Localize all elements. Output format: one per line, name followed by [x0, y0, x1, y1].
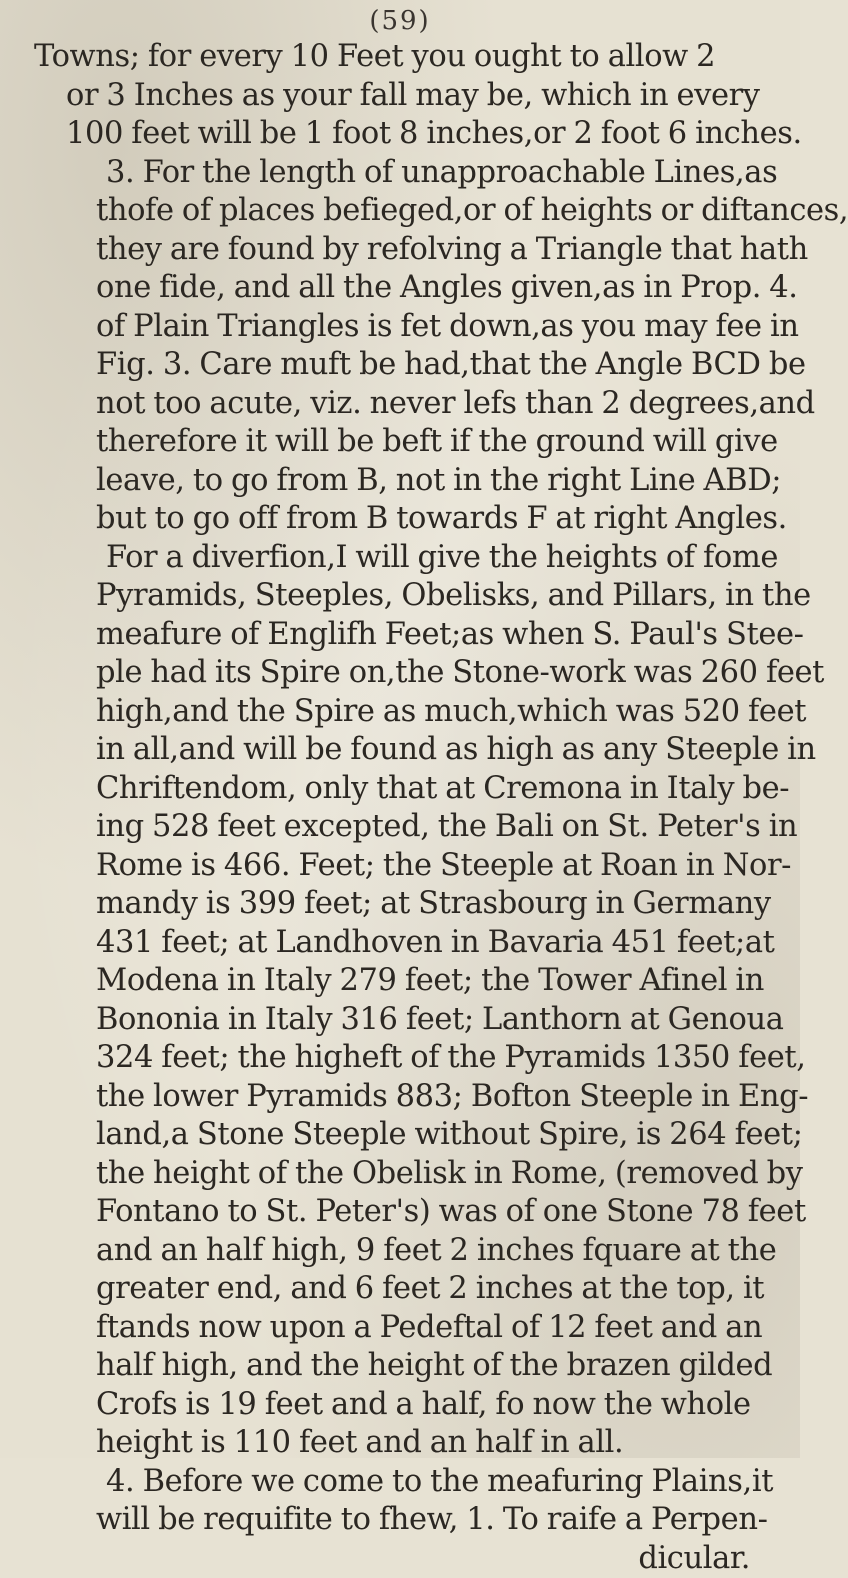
text-line: ple had its Spire on,the Stone-work was 260 feet — [34, 654, 774, 693]
text-line: or 3 Inches as your fall may be, which in every — [34, 77, 774, 116]
text-line: leave, to go from B, not in the right Line ABD; — [34, 462, 774, 501]
catchword: dicular. — [34, 1540, 774, 1578]
text-line: but to go off from B towards F at right Angles. — [34, 500, 774, 539]
text-line: in all,and will be found as high as any Steeple in — [34, 731, 774, 770]
text-line: greater end, and 6 feet 2 inches at the top, it — [34, 1270, 774, 1309]
text-line: thofe of places befieged,or of heights or diftances, — [34, 192, 774, 231]
text-line: 3. For the length of unapproachable Lines,as — [34, 154, 774, 193]
text-line: Rome is 466. Feet; the Steeple at Roan in Nor- — [34, 847, 774, 886]
text-line: mandy is 399 feet; at Strasbourg in Germany — [34, 885, 774, 924]
text-line: Fig. 3. Care muft be had,that the Angle BCD be — [34, 346, 774, 385]
text-line: 324 feet; the higheft of the Pyramids 1350 feet, — [34, 1039, 774, 1078]
body-text — [34, 38, 774, 1578]
page-number: (59) — [0, 6, 800, 36]
text-line: height is 110 feet and an half in all. — [34, 1424, 774, 1463]
text-line: Towns; for every 10 Feet you ought to allow 2 — [34, 38, 774, 77]
text-line: 4. Before we come to the meafuring Plains,it — [34, 1463, 774, 1502]
text-line: For a diverfion,I will give the heights of fome — [34, 539, 774, 578]
text-line: Bononia in Italy 316 feet; Lanthorn at Genoua — [34, 1001, 774, 1040]
text-line: therefore it will be beft if the ground will give — [34, 423, 774, 462]
text-line: meafure of Englifh Feet;as when S. Paul's Stee- — [34, 616, 774, 655]
text-line: and an half high, 9 feet 2 inches fquare at the — [34, 1232, 774, 1271]
text-line: Pyramids, Steeples, Obelisks, and Pillars, in the — [34, 577, 774, 616]
text-line: ftands now upon a Pedeftal of 12 feet and an — [34, 1309, 774, 1348]
text-line: land,a Stone Steeple without Spire, is 264 feet; — [34, 1116, 774, 1155]
text-line: the height of the Obelisk in Rome, (removed by — [34, 1155, 774, 1194]
text-line: one fide, and all the Angles given,as in Prop. 4. — [34, 269, 774, 308]
text-line: 431 feet; at Landhoven in Bavaria 451 feet;at — [34, 924, 774, 963]
text-line: half high, and the height of the brazen gilded — [34, 1347, 774, 1386]
text-line: Crofs is 19 feet and a half, fo now the whole — [34, 1386, 774, 1425]
text-line: 100 feet will be 1 foot 8 inches,or 2 foot 6 inches. — [34, 115, 774, 154]
text-line: of Plain Triangles is fet down,as you may fee in — [34, 308, 774, 347]
text-line: Chriftendom, only that at Cremona in Italy be- — [34, 770, 774, 809]
text-line: ing 528 feet excepted, the Bali on St. Peter's in — [34, 808, 774, 847]
text-line: the lower Pyramids 883; Bofton Steeple in Eng- — [34, 1078, 774, 1117]
text-line: they are found by refolving a Triangle that hath — [34, 231, 774, 270]
text-line: Fontano to St. Peter's) was of one Stone 78 feet — [34, 1193, 774, 1232]
text-line: high,and the Spire as much,which was 520 feet — [34, 693, 774, 732]
text-line: not too acute, viz. never lefs than 2 degrees,and — [34, 385, 774, 424]
text-line: Modena in Italy 279 feet; the Tower Afinel in — [34, 962, 774, 1001]
text-line: will be requifite to fhew, 1. To raife a Perpen- — [34, 1501, 774, 1540]
